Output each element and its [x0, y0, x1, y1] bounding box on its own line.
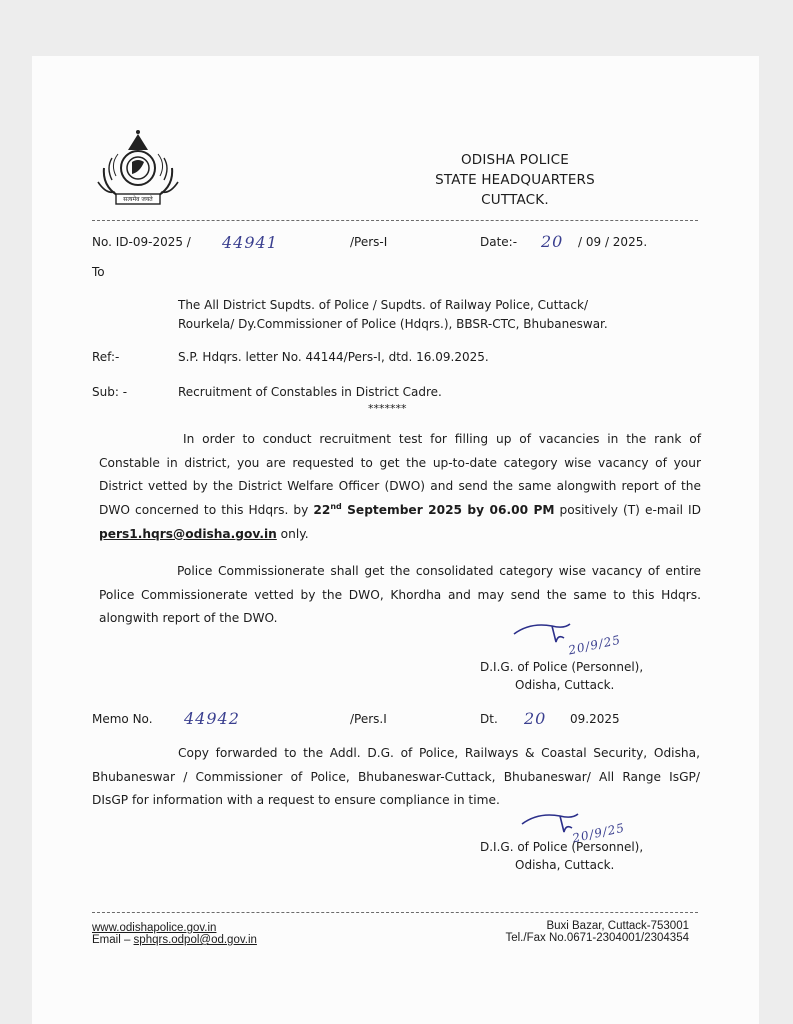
paragraph-2: Police Commissionerate shall get the consolidated category wise vacancy of entire Police Commissionerate vetted by the DWO, Khordha and may send the same to this Hdqrs. alongwith report of the DWO. [99, 564, 701, 626]
footer-phone: Tel./Fax No.0671-2304001/2304354 [505, 932, 689, 944]
paragraph-1-text-c: only. [276, 526, 309, 541]
deadline-date-time: September 2025 by 06.00 PM [341, 503, 555, 518]
deadline-day-suffix: nd [330, 502, 342, 512]
letter-number-label: No. ID-09-2025 / [92, 235, 191, 249]
footer-address: Buxi Bazar, Cuttack-753001 [546, 920, 689, 932]
footer-email-label: Email – [92, 934, 134, 946]
letter-number-handwritten: 44941 [222, 233, 278, 252]
memo-date-handwritten: 20 [524, 709, 547, 728]
ref-text: S.P. Hdqrs. letter No. 44144/Pers-I, dtd. 16.09.2025. [178, 350, 489, 364]
memo-pers: /Pers.I [350, 712, 387, 726]
deadline-day: 22 [313, 503, 331, 518]
memo-body: Copy forwarded to the Addl. D.G. of Police, Railways & Coastal Security, Odisha, Bhubaneswar / Commissioner of Police, Bhubaneswar-Cuttack, Bhubaneswar/ All Range IsGP/ DIsGP for information with a request to ensure compliance in time. [92, 746, 700, 808]
header-line-1: ODISHA POLICE [460, 152, 570, 168]
footer-email [92, 934, 257, 946]
header-line-3: CUTTACK. [481, 192, 549, 208]
footer-email-link[interactable]: sphqrs.odpol@od.gov.in [133, 934, 257, 946]
memo-label: Memo No. [92, 712, 153, 726]
subject-text: Recruitment of Constables in District Cadre. [178, 385, 442, 399]
memo-date-label: Dt. [480, 712, 498, 726]
footer-divider [92, 912, 698, 913]
ref-label: Ref:- [92, 350, 120, 364]
footer-website-link[interactable]: www.odishapolice.gov.in [92, 922, 217, 934]
signatory-1-place: Odisha, Cuttack. [515, 678, 615, 692]
header-title [420, 150, 610, 210]
subject-stars: ******* [368, 402, 407, 415]
addressee-line-1: The All District Supdts. of Police / Supdts. of Railway Police, Cuttack/ [178, 298, 589, 312]
subject-label: Sub: - [92, 385, 128, 399]
signature-2-date: 20/9/25 [571, 820, 627, 846]
date-handwritten: 20 [541, 232, 564, 251]
addressee-line-2: Rourkela/ Dy.Commissioner of Police (Hdqrs.), BBSR-CTC, Bhubaneswar. [178, 317, 608, 331]
paragraph-1-text-a: In order to conduct recruitment test for filling up of vacancies in the rank of Constable in district, you are requested to get the up-to-date category wise vacancy of your District vetted by the District Welfare Officer (DWO) and send the same alongwith report of the DWO concerned to this Hdqrs. by [99, 432, 701, 518]
emblem-motto: सत्यमेव जयते [123, 196, 153, 203]
memo-number-handwritten: 44942 [184, 709, 240, 728]
header-line-2: STATE HEADQUARTERS [435, 172, 595, 188]
letter-pers: /Pers-I [350, 235, 388, 249]
signatory-1-title: D.I.G. of Police (Personnel), [480, 660, 644, 674]
header-divider [92, 220, 698, 221]
date-label: Date:- [480, 235, 518, 249]
date-rest: / 09 / 2025. [578, 235, 648, 249]
signatory-2-title: D.I.G. of Police (Personnel), [480, 840, 644, 854]
signatory-2-place: Odisha, Cuttack. [515, 858, 615, 872]
signature-1-date: 20/9/25 [567, 632, 623, 658]
memo-date-rest: 09.2025 [570, 712, 620, 726]
paragraph-1 [99, 428, 701, 547]
paragraph-1-text-b: positively (T) e-mail ID [554, 503, 701, 518]
email-link[interactable]: pers1.hqrs@odisha.gov.in [99, 526, 277, 541]
to-label: To [92, 265, 105, 279]
